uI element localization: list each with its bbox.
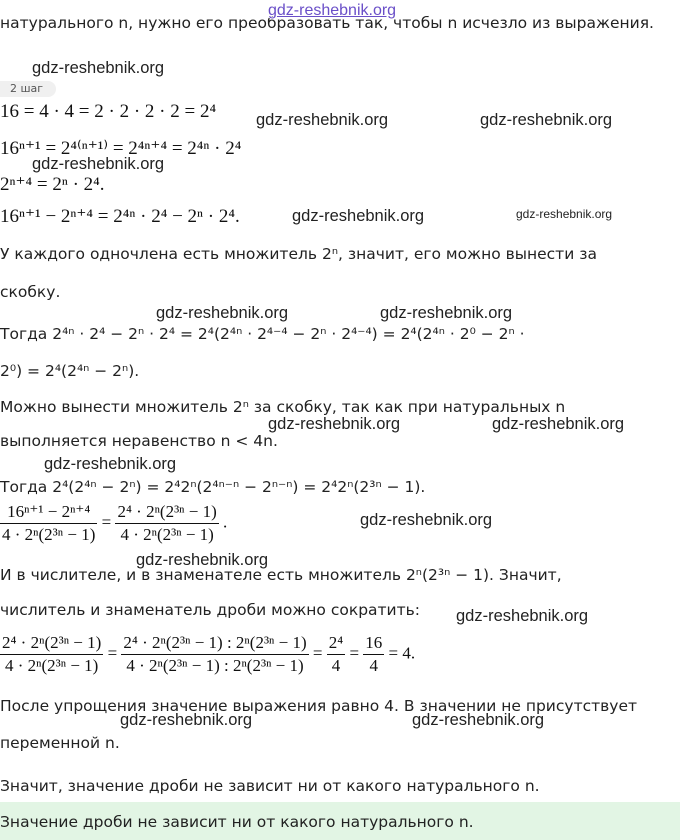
watermark: gdz-reshebnik.org xyxy=(32,59,165,77)
fraction-equation xyxy=(0,502,227,545)
watermark: gdz-reshebnik.org xyxy=(136,551,269,569)
watermark: gdz-reshebnik.org xyxy=(156,304,289,322)
watermark: gdz-reshebnik.org xyxy=(412,711,545,729)
answer-text: Значение дроби не зависит ни от какого натурального n. xyxy=(0,813,474,831)
equation-4: 16ⁿ⁺¹ − 2ⁿ⁺⁴ = 2⁴ⁿ · 2⁴ − 2ⁿ · 2⁴. xyxy=(0,206,240,227)
fraction-left-denominator: 4 · 2ⁿ(2³ⁿ − 1) xyxy=(2,525,96,544)
watermark: gdz-reshebnik.org xyxy=(516,207,613,221)
watermark: gdz-reshebnik.org xyxy=(492,415,625,433)
final-fraction-2-numerator: 2⁴ · 2ⁿ(2³ⁿ − 1) : 2ⁿ(2³ⁿ − 1) xyxy=(121,633,308,655)
fraction-right-numerator: 2⁴ · 2ⁿ(2³ⁿ − 1) xyxy=(115,502,218,524)
final-fraction-1 xyxy=(0,633,103,676)
watermark: gdz-reshebnik.org xyxy=(380,304,513,322)
paragraph-7-line: Значит, значение дроби не зависит ни от какого натурального n. xyxy=(0,777,540,795)
watermark: gdz-reshebnik.org xyxy=(268,415,401,433)
final-fraction-2-denominator: 4 · 2ⁿ(2³ⁿ − 1) : 2ⁿ(2³ⁿ − 1) xyxy=(126,656,304,675)
watermark: gdz-reshebnik.org xyxy=(480,111,613,129)
equation-3: 2ⁿ⁺⁴ = 2ⁿ · 2⁴. xyxy=(0,174,105,195)
watermark: gdz-reshebnik.org xyxy=(360,511,493,529)
fraction-left xyxy=(0,502,97,545)
paragraph-2-line-2: 2⁰) = 2⁴(2⁴ⁿ − 2ⁿ). xyxy=(0,362,140,380)
watermark: gdz-reshebnik.org xyxy=(32,155,165,173)
final-fraction-3-numerator: 2⁴ xyxy=(327,633,345,655)
final-fraction-3 xyxy=(327,633,345,676)
paragraph-1-line-1: У каждого одночлена есть множитель 2ⁿ, значит, его можно вынести за xyxy=(0,245,597,263)
final-fraction-1-numerator: 2⁴ · 2ⁿ(2³ⁿ − 1) xyxy=(0,633,103,655)
watermark: gdz-reshebnik.org xyxy=(120,711,253,729)
final-fraction-2 xyxy=(121,633,308,676)
watermark: gdz-reshebnik.org xyxy=(256,111,389,129)
paragraph-5-line-1: И в числителе, и в знаменателе есть множитель 2ⁿ(2³ⁿ − 1). Значит, xyxy=(0,566,562,584)
final-fraction-4-denominator: 4 xyxy=(369,656,379,675)
watermark-top-link[interactable]: gdz-reshebnik.org xyxy=(268,2,397,19)
final-result: 4 xyxy=(402,643,411,663)
paragraph-6-line-1: После упрощения значение выражения равно 4. В значении не присутствует xyxy=(0,697,638,715)
paragraph-2-line-1: Тогда 2⁴ⁿ · 2⁴ − 2ⁿ · 2⁴ = 2⁴(2⁴ⁿ · 2⁴⁻⁴ − 2ⁿ · 2⁴⁻⁴) = 2⁴(2⁴ⁿ · 2⁰ − 2ⁿ · xyxy=(0,325,525,343)
equals-sign: = xyxy=(101,512,116,532)
final-fraction-1-denominator: 4 · 2ⁿ(2³ⁿ − 1) xyxy=(4,656,99,675)
paragraph-3-line-1: Можно вынести множитель 2ⁿ за скобку, так как при натуральных n xyxy=(0,398,566,416)
period: . xyxy=(223,512,228,532)
header-partial-line: натурального n, нужно его преобразовать так, чтобы n исчезло из выражения. xyxy=(0,14,654,32)
paragraph-5-line-2: числитель и знаменатель дроби можно сократить: xyxy=(0,601,421,619)
final-equation: $\frac{\text{2⁴ · 2ⁿ(2³ⁿ − 1)}}{\text{4 · 2ⁿ(2³ⁿ − 1)}}$ = $\frac{\text{2⁴ · 2ⁿ(2³ⁿ − 1) : 2ⁿ(2³ⁿ − 1)}}{\text{4 · 2ⁿ(2³ⁿ − 1) : 2ⁿ(2³ⁿ − 1)}}$ = $\frac{\text{2⁴}}{4}$ = $\frac{16}{4}$ = 4. xyxy=(2,633,416,675)
equation-1: 16 = 4 · 4 = 2 · 2 · 2 · 2 = 2⁴ xyxy=(0,101,217,122)
answer-box xyxy=(0,802,680,840)
step-badge: 2 шаг xyxy=(0,81,56,97)
watermark: gdz-reshebnik.org xyxy=(292,207,425,225)
final-fraction-3-denominator: 4 xyxy=(331,656,341,675)
watermark: gdz-reshebnik.org xyxy=(44,455,177,473)
paragraph-4-line: Тогда 2⁴(2⁴ⁿ − 2ⁿ) = 2⁴2ⁿ(2⁴ⁿ⁻ⁿ − 2ⁿ⁻ⁿ) = 2⁴2ⁿ(2³ⁿ − 1). xyxy=(0,478,426,496)
fraction-left-numerator: 16ⁿ⁺¹ − 2ⁿ⁺⁴ xyxy=(0,502,97,524)
final-fraction-4 xyxy=(363,633,384,676)
paragraph-6-line-2: переменной n. xyxy=(0,734,120,752)
watermark: gdz-reshebnik.org xyxy=(456,607,589,625)
final-fraction-4-numerator: 16 xyxy=(363,633,384,655)
equation-2: 16ⁿ⁺¹ = 2⁴⁽ⁿ⁺¹⁾ = 2⁴ⁿ⁺⁴ = 2⁴ⁿ · 2⁴ xyxy=(0,138,242,159)
paragraph-3-line-2: выполняется неравенство n < 4n. xyxy=(0,432,278,450)
paragraph-1-line-2: скобку. xyxy=(0,283,61,301)
fraction-right xyxy=(115,502,218,545)
fraction-right-denominator: 4 · 2ⁿ(2³ⁿ − 1) xyxy=(120,525,214,544)
